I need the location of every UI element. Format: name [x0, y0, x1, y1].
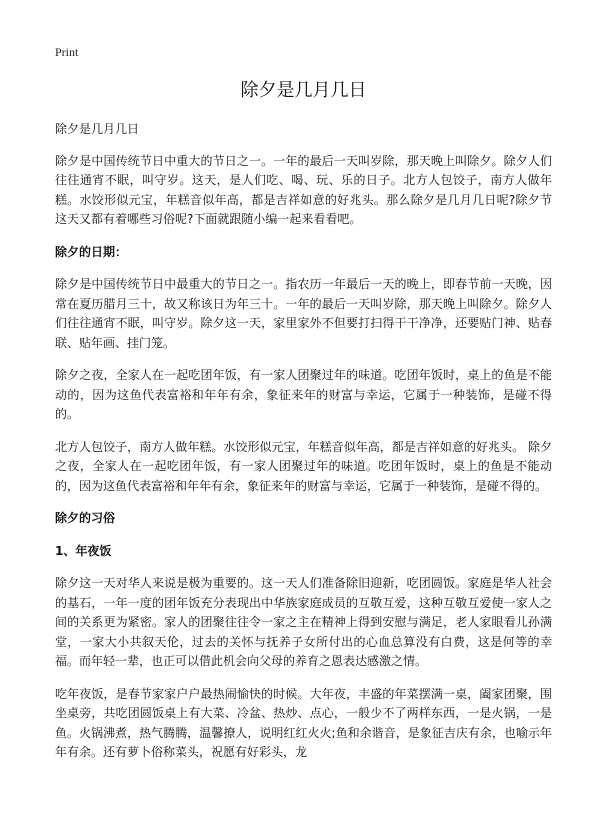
intro-paragraph: 除夕是中国传统节日中重大的节日之一。一年的最后一天叫岁除，那天晚上叫除夕。除夕人们往往通宵不眠，叫守岁。这天，是人们吃、喝、玩、乐的日子。北方人包饺子，南方人做年糕。水饺形似元宝，年糕音似年高，都是吉祥如意的好兆头。那么除夕是几月几日呢?除夕节这天又都有着哪些习俗呢?下面就跟随小编一起来看看吧。 — [55, 153, 552, 226]
article-body — [55, 120, 552, 776]
paragraph: 北方人包饺子，南方人做年糕。水饺形似元宝，年糕音似年高，都是吉祥如意的好兆头。 除夕之夜，全家人在一起吃团年饭，有一家人团聚过年的味道。吃团年饭时，桌上的鱼是不能动的，因为这鱼代表富裕和年年有余，象征来年的财富与幸运，它属于一种装饰，是碰不得的。 — [55, 439, 552, 493]
paragraph: 除夕之夜，全家人在一起吃团年饭，有一家人团聚过年的味道。吃团年饭时，桌上的鱼是不能动的，因为这鱼代表富裕和年年有余，象征来年的财富与幸运，它属于一种装饰，是碰不得的。 — [55, 368, 552, 421]
paragraph: 吃年夜饭，是春节家家户户最热闹愉快的时候。大年夜，丰盛的年菜摆满一桌，阖家团聚，围坐桌旁，共吃团圆饭桌上有大菜、冷盆、热炒、点心，一般少不了两样东西，一是火锅，一是鱼。火锅沸煮，热气腾腾，温馨撩人，说明红红火火;鱼和余谐音，是象征吉庆有余，也喻示年年有余。还有萝卜俗称菜头，祝愿有好彩头，龙 — [55, 686, 552, 759]
print-link[interactable]: Print — [55, 45, 79, 59]
article-subtitle: 除夕是几月几日 — [55, 122, 140, 136]
section-heading-date: 除夕的日期： — [55, 244, 128, 259]
page-title: 除夕是几月几日 — [240, 80, 367, 101]
section-heading-customs: 除夕的习俗 — [55, 511, 116, 525]
paragraph: 除夕这一天对华人来说是极为重要的。这一天人们准备除旧迎新，吃团圆饭。家庭是华人社会的基石，一年一度的团年饭充分表现出中华族家庭成员的互敬互爱，这种互敬互爱使一家人之间的关系更为紧密。家人的团聚往往令一家之主在精神上得到安慰与满足，老人家眼看儿孙满堂，一家大小共叙天伦，过去的关怀与抚养子女所付出的心血总算没有白费，这是何等的幸福。而年轻一辈，也正可以借此机会向父母的养育之恩表达感激之情。 — [55, 576, 552, 668]
paragraph: 除夕是中国传统节日中最重大的节日之一。指农历一年最后一天的晚上，即春节前一天晚，因常在夏历腊月三十，故又称该日为年三十。一年的最后一天叫岁除，那天晚上叫除夕。除夕人们往往通宵不眠，叫守岁。除夕这一天，家里家外不但要打扫得干干净净，还要贴门神、贴春联、贴年画、挂门笼。 — [55, 277, 552, 350]
subsection-heading: 1、年夜饭 — [55, 543, 112, 558]
